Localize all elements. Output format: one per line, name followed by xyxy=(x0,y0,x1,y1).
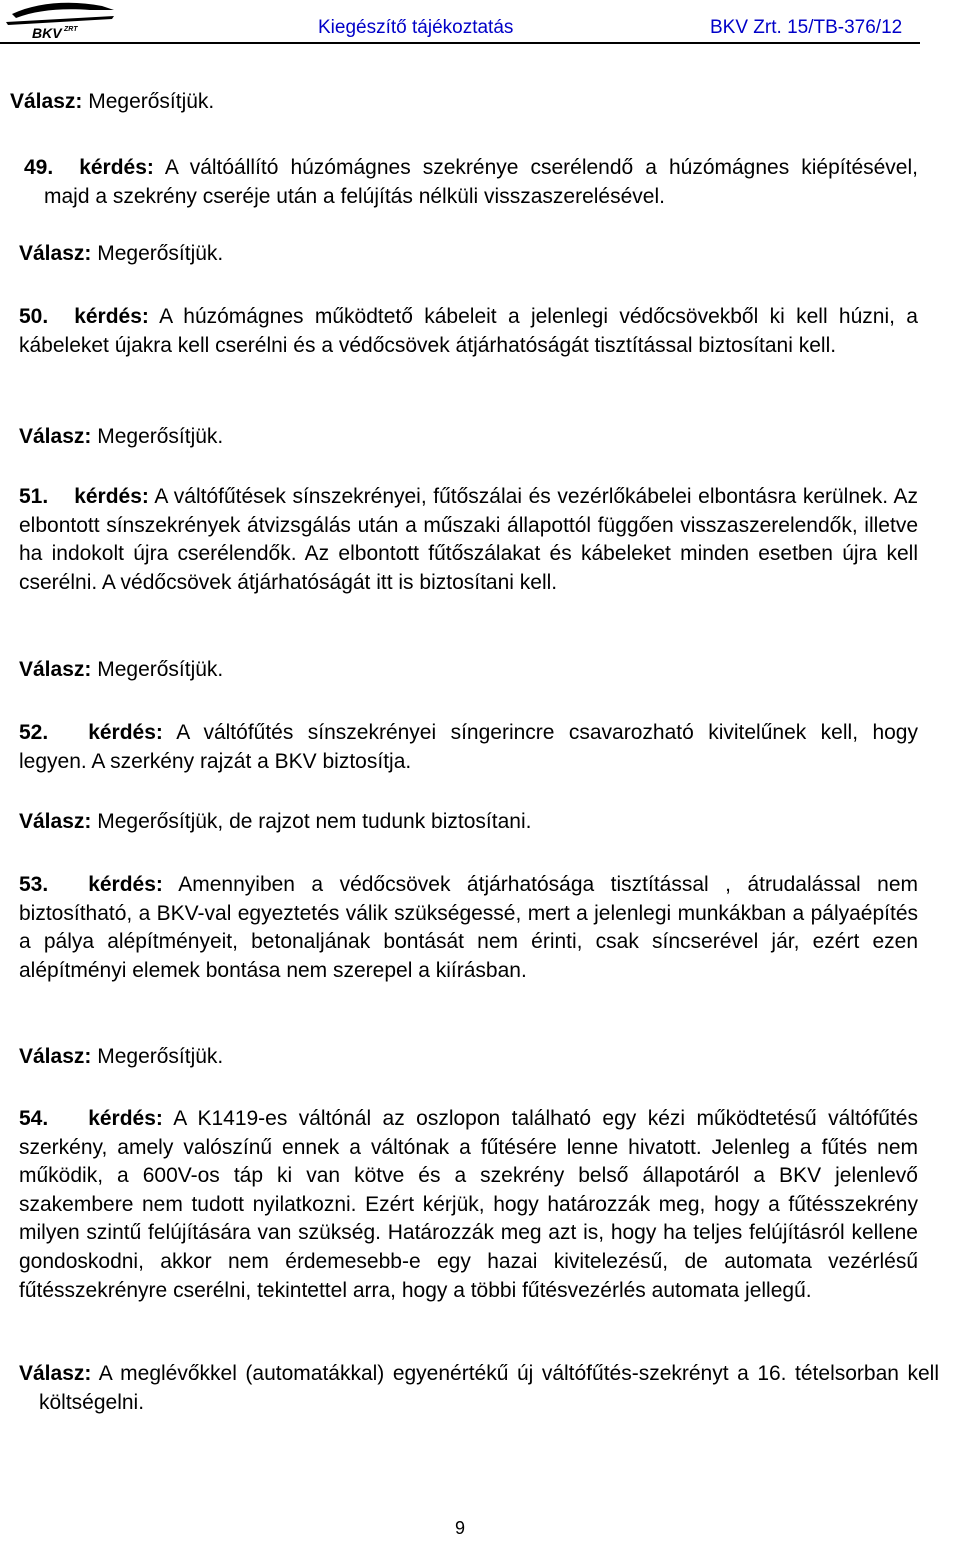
answer-text: Megerősítjük. xyxy=(97,658,224,681)
question-number: 53. xyxy=(19,873,49,896)
question-text: A váltófűtés sínszekrényei síngerincre csavarozható kivitelűnek kell, hogy legyen. A szerkény rajzát a BKV biztosítja. xyxy=(19,721,918,773)
answer-49 xyxy=(19,240,223,269)
svg-text:BKV: BKV xyxy=(32,25,62,41)
answer-text: Megerősítjük, de rajzot nem tudunk biztosítani. xyxy=(97,810,532,833)
question-text: A váltófűtések sínszekrényei, fűtőszálai és vezérlőkábelei elbontásra kerülnek. Az elbontott sínszekrények átvizsgálás után a műszaki állapottól függően visszaszerelendők, illetve ha indokolt újra cserélendők. Az elbontott fűtőszálakat és kábeleket minden esetben újra kell cserélni. A védőcsövek átjárhatóságát itt is biztosítani kell. xyxy=(19,485,918,594)
question-text: Amennyiben a védőcsövek átjárhatósága tisztítással , átrudalással nem biztosítható, a BKV-val egyeztetés válik szükségessé, mert a jelenlegi munkákban a pályaépítés a pálya alépítményeit, betonaljának bontását nem érinti, csak síncserével jár, ezért ezen alépítményi elemek bontása nem szerepel a kiírásban. xyxy=(19,873,918,982)
answer-label: Válasz: xyxy=(19,425,92,448)
header-rule xyxy=(0,42,920,44)
question-number: 50. xyxy=(19,305,49,328)
question-54 xyxy=(19,1105,918,1305)
question-49 xyxy=(24,154,918,211)
question-label: kérdés: xyxy=(74,485,149,508)
page-header xyxy=(0,0,960,44)
answer-0 xyxy=(10,88,214,117)
question-text: A húzómágnes működtető kábeleit a jelenlegi védőcsövekből ki kell húzni, a kábeleket újakra kell cserélni és a védőcsövek átjárhatóságát tisztítással biztosítani kell. xyxy=(19,305,918,357)
answer-label: Válasz: xyxy=(19,810,92,833)
question-text: A váltóállító húzómágnes szekrénye cserélendő a húzómágnes kiépítésével, majd a szekrény cseréje után a felújítás nélküli visszaszerelésével. xyxy=(44,156,918,208)
answer-label: Válasz: xyxy=(10,90,83,113)
answer-text: Megerősítjük. xyxy=(97,1045,224,1068)
answer-51 xyxy=(19,656,223,685)
answer-label: Válasz: xyxy=(19,242,92,265)
answer-text: Megerősítjük. xyxy=(88,90,215,113)
question-52 xyxy=(19,719,918,776)
question-number: 51. xyxy=(19,485,49,508)
question-label: kérdés: xyxy=(88,873,163,896)
answer-54 xyxy=(19,1360,939,1417)
answer-text: Megerősítjük. xyxy=(97,425,224,448)
answer-50 xyxy=(19,423,223,452)
answer-label: Válasz: xyxy=(19,1362,92,1385)
question-number: 54. xyxy=(19,1107,49,1130)
question-label: kérdés: xyxy=(79,156,154,179)
question-53 xyxy=(19,871,918,985)
page-number: 9 xyxy=(454,1518,465,1538)
header-title: Kiegészítő tájékoztatás xyxy=(318,17,514,38)
question-50 xyxy=(19,303,918,360)
bkv-logo xyxy=(2,0,120,42)
answer-text: Megerősítjük. xyxy=(97,242,224,265)
svg-text:ZRT: ZRT xyxy=(64,26,78,33)
answer-52 xyxy=(19,808,531,837)
answer-text: A meglévőkkel (automatákkal) egyenértékű új váltófűtés-szekrényt a 16. tételsorban kell költségelni. xyxy=(39,1362,939,1414)
question-number: 52. xyxy=(19,721,49,744)
header-reference: BKV Zrt. 15/TB-376/12 xyxy=(710,17,903,38)
question-label: kérdés: xyxy=(74,305,149,328)
question-51 xyxy=(19,483,918,597)
question-label: kérdés: xyxy=(88,1107,163,1130)
answer-53 xyxy=(19,1043,223,1072)
question-number: 49. xyxy=(24,156,54,179)
answer-label: Válasz: xyxy=(19,658,92,681)
question-label: kérdés: xyxy=(88,721,163,744)
question-text: A K1419-es váltónál az oszlopon található egy kézi működtetésű váltófűtés szerkény, amely valószínű ennek a váltónak a fűtésére lenne hivatott. Jelenleg a fűtés nem működik, a 600V-os táp ki van kötve és a szekrény belső állapotáról a BKV jelenlevő szakembere nem tudott nyilatkozni. Ezért kérjük, hogy határozzák meg, hogy a fűtésszekrény milyen szintű felújítására van szükség. Határozzák meg azt is, hogy ha teljes felújításról kellene gondoskodni, akkor nem érdemesebb-e egy hazai kivitelezésű, de automata vezérlésű fűtésszekrényre cserélni, tekintettel arra, hogy a többi fűtésvezérlés automata jellegű. xyxy=(19,1107,918,1302)
answer-label: Válasz: xyxy=(19,1045,92,1068)
